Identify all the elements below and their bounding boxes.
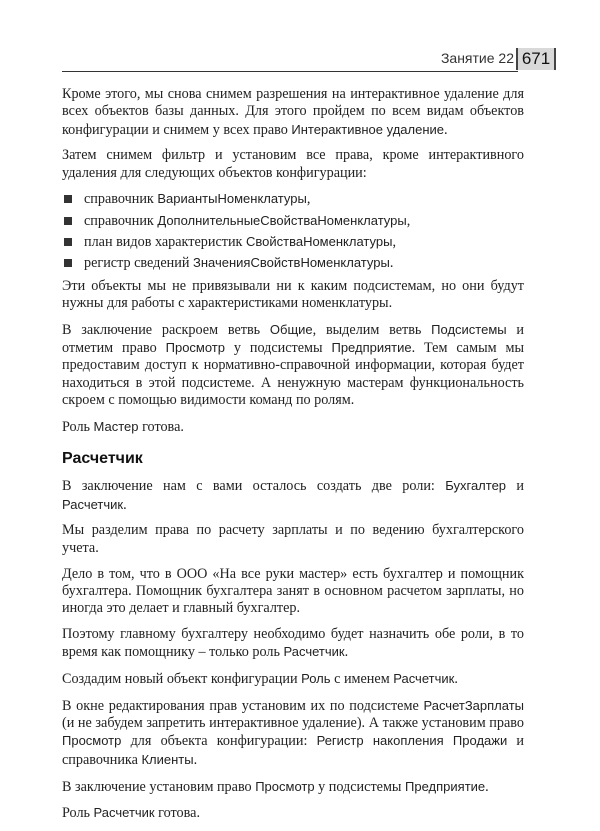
term: Расчетчик bbox=[93, 805, 155, 821]
term: Расчетчик bbox=[283, 644, 345, 660]
term: ВариантыНоменклатуры bbox=[157, 191, 307, 207]
list-item: регистр сведений ЗначенияСвойствНоменклатуры. bbox=[62, 254, 524, 272]
paragraph-13: Роль Расчетчик готова. bbox=[62, 805, 201, 822]
term: Роль bbox=[301, 671, 331, 687]
chapter-label: Занятие 22 bbox=[440, 50, 514, 66]
paragraph-11: В окне редактирования прав установим их по подсистеме РасчетЗарплаты (и не забудем запретить интерактивное удаление). А также установим право Просмотр для объекта конфигурации: Регистр накопления Продажи и справочника Клиенты. bbox=[62, 697, 524, 768]
paragraph-2: Затем снимем фильтр и установим все права, кроме интерактивного удаления для следующих объектов конфигурации: bbox=[62, 147, 524, 181]
term: ЗначенияСвойствНоменклатуры bbox=[192, 255, 390, 271]
list-item: план видов характеристик СвойстваНоменклатуры, bbox=[62, 233, 524, 251]
term: Общие bbox=[269, 321, 313, 337]
term: Предприятие bbox=[331, 340, 412, 356]
term: Предприятие bbox=[405, 778, 486, 794]
list-item: справочник ДополнительныеСвойстваНоменклатуры, bbox=[62, 212, 524, 230]
term: Просмотр bbox=[62, 733, 122, 749]
term: Клиенты bbox=[141, 751, 194, 767]
square-bullet-icon bbox=[64, 259, 72, 267]
term: РасчетЗарплаты bbox=[423, 697, 524, 713]
paragraph-12: В заключение установим право Просмотр у подсистемы Предприятие. bbox=[62, 778, 489, 795]
page-number: 671 bbox=[516, 48, 556, 70]
page-body bbox=[62, 86, 524, 831]
term: СвойстваНоменклатуры bbox=[245, 234, 393, 250]
term: Подсистемы bbox=[431, 321, 507, 337]
term: Интерактивное удаление bbox=[291, 121, 445, 137]
paragraph-5: Роль Мастер готова. bbox=[62, 418, 184, 435]
term: Бухгалтер bbox=[445, 478, 507, 494]
term: Расчетчик bbox=[62, 496, 124, 512]
term: Регистр накопления Продажи bbox=[316, 733, 508, 749]
square-bullet-icon bbox=[64, 217, 72, 225]
paragraph-8: Дело в том, что в ООО «На все руки мастер» есть бухгалтер и помощник бухгалтера. Помощник бухгалтера занят в основном расчетом зарплаты, но иногда это делает и главный бухгалтер. bbox=[62, 565, 524, 617]
paragraph-7: Мы разделим права по расчету зарплаты и по ведению бухгалтерского учета. bbox=[62, 522, 524, 556]
object-list bbox=[62, 190, 524, 272]
term: Мастер bbox=[93, 418, 139, 434]
paragraph-10: Создадим новый объект конфигурации Роль с именем Расчетчик. bbox=[62, 671, 458, 688]
term: Просмотр bbox=[165, 340, 225, 356]
term: Расчетчик bbox=[393, 671, 455, 687]
paragraph-9: Поэтому главному бухгалтеру необходимо будет назначить обе роли, в то время как помощнику – только роль Расчетчик. bbox=[62, 625, 524, 661]
paragraph-6: В заключение нам с вами осталось создать две роли: Бухгалтер и Расчетчик. bbox=[62, 478, 525, 513]
term: ДополнительныеСвойстваНоменклатуры bbox=[157, 212, 407, 228]
section-heading: Расчетчик bbox=[62, 450, 143, 468]
square-bullet-icon bbox=[64, 238, 72, 246]
square-bullet-icon bbox=[64, 195, 72, 203]
paragraph-4: В заключение раскроем ветвь Общие, выделим ветвь Подсистемы и отметим право Просмотр у подсистемы Предприятие. Тем самым мы предоставим доступ к нормативно-справочной информации, которая будет находиться в этой подсистеме. А ненужную мастерам функциональность скроем с помощью видимости команд по ролям. bbox=[62, 321, 525, 408]
running-header bbox=[62, 48, 556, 72]
header-rule bbox=[62, 71, 518, 72]
paragraph-3: Эти объекты мы не привязывали ни к каким подсистемам, но они будут нужны для работы с характеристиками номенклатуры. bbox=[62, 277, 524, 311]
paragraph-1: Кроме этого, мы снова снимем разрешения на интерактивное удаление для всех объектов базы данных. Для этого пройдем по всем видам объектов конфигурации и снимем у всех право Интерактивное удаление. bbox=[62, 86, 524, 138]
list-item: справочник ВариантыНоменклатуры, bbox=[62, 190, 524, 208]
term: Просмотр bbox=[255, 778, 315, 794]
